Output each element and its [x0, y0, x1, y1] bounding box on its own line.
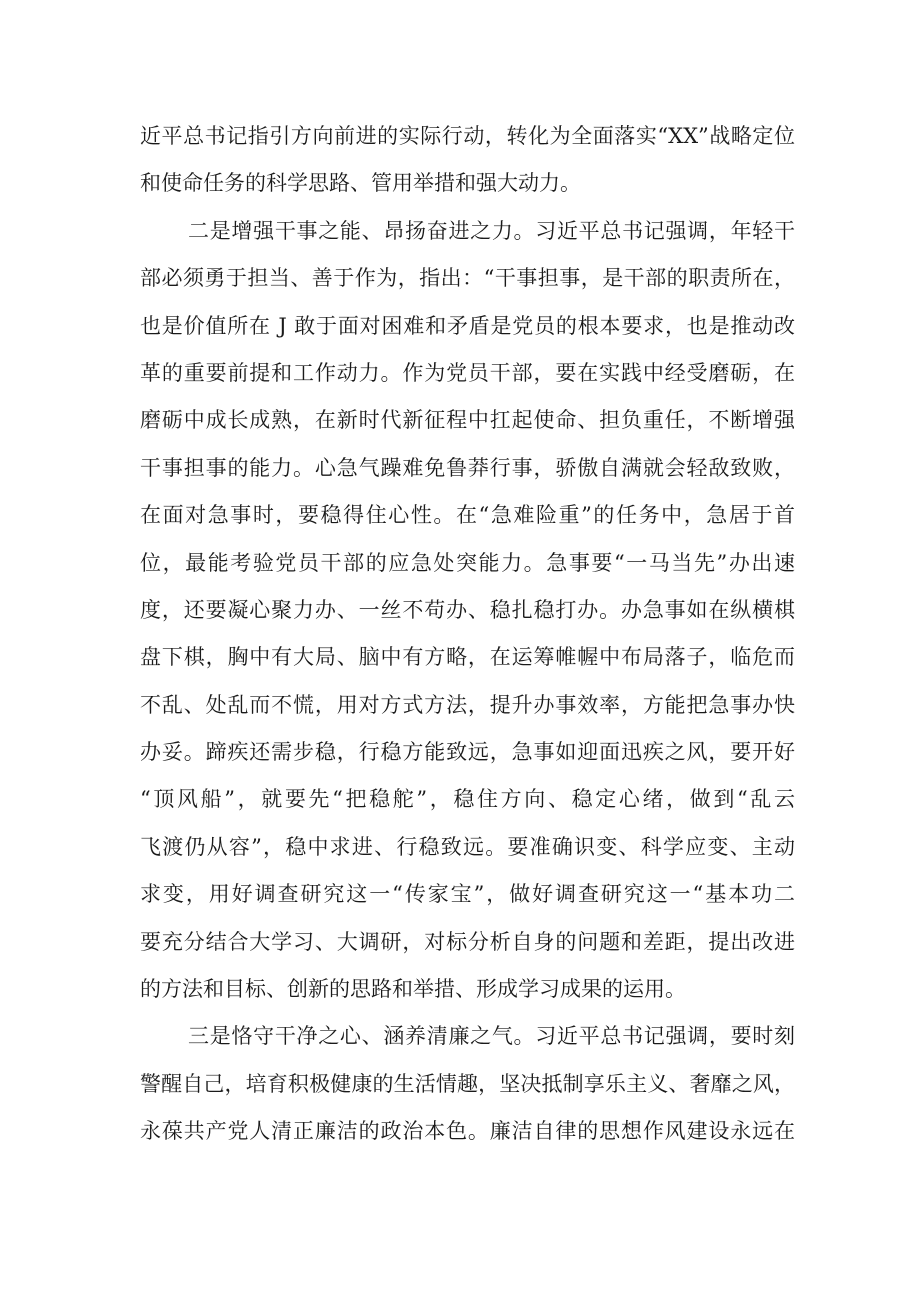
text-line: 和使命任务的科学思路、管用举措和强大动力。 [140, 171, 581, 196]
text-line: 飞渡仍从容”，稳中求进、行稳致远。要准确识变、科学应变、主动 [140, 834, 795, 859]
text-line: 求变，用好调查研究这一“传家宝”，做好调查研究这一“基本功二 [140, 882, 795, 907]
text-line: 磨砺中成长成熟，在新时代新征程中扛起使命、担负重任，不断增强 [140, 408, 795, 433]
text-line: 不乱、处乱而不慌，用对方式方法，提升办事效率，方能把急事办快 [140, 692, 795, 717]
text-line: 也是价值所在 J 敢于面对困难和矛盾是党员的根本要求，也是推动改 [140, 313, 795, 338]
text-line: 警醒自己，培育积极健康的生活情趣，坚决抵制享乐主义、奢靡之风， [140, 1071, 795, 1096]
text-line: 要充分结合大学习、大调研，对标分析自身的问题和差距，提出改进 [140, 929, 795, 954]
paragraph-first-line: 三是恪守干净之心、涵养清廉之气。习近平总书记强调，要时刻 [188, 1024, 795, 1049]
text-line: 在面对急事时，要稳得住心性。在“急难险重”的任务中，急居于首 [140, 503, 795, 528]
text-line: 永葆共产党人清正廉洁的政治本色。廉洁自律的思想作风建设永远在 [140, 1119, 795, 1144]
paragraph-first-line: 二是增强干事之能、昂扬奋进之力。习近平总书记强调，年轻干 [188, 218, 795, 243]
text-line: 革的重要前提和工作动力。作为党员干部，要在实践中经受磨砺，在 [140, 360, 795, 385]
text-line: 位，最能考验党员干部的应急处突能力。急事要“一马当先”办出速 [140, 550, 795, 575]
text-line: 近平总书记指引方向前进的实际行动，转化为全面落实“XX”战略定位 [140, 124, 795, 148]
text-line: 度，还要凝心聚力办、一丝不苟办、稳扎稳打办。办急事如在纵横棋 [140, 597, 795, 622]
body-text [140, 113, 795, 1156]
text-line: 干事担事的能力。心急气躁难免鲁莽行事，骄傲自满就会轻敌致败， [140, 455, 795, 480]
text-line: 部必须勇于担当、善于作为，指出：“干事担事，是干部的职责所在， [140, 266, 795, 291]
text-line: 的方法和目标、创新的思路和举措、形成学习成果的运用。 [140, 977, 686, 1002]
text-line: 办妥。蹄疾还需步稳，行稳方能致远，急事如迎面迅疾之风，要开好 [140, 740, 795, 765]
text-line: “顶风船”，就要先“把稳舵”，稳住方向、稳定心绪，做到“乱云 [140, 787, 795, 812]
text-line: 盘下棋，胸中有大局、脑中有方略，在运筹帷幄中布局落子，临危而 [140, 645, 795, 670]
